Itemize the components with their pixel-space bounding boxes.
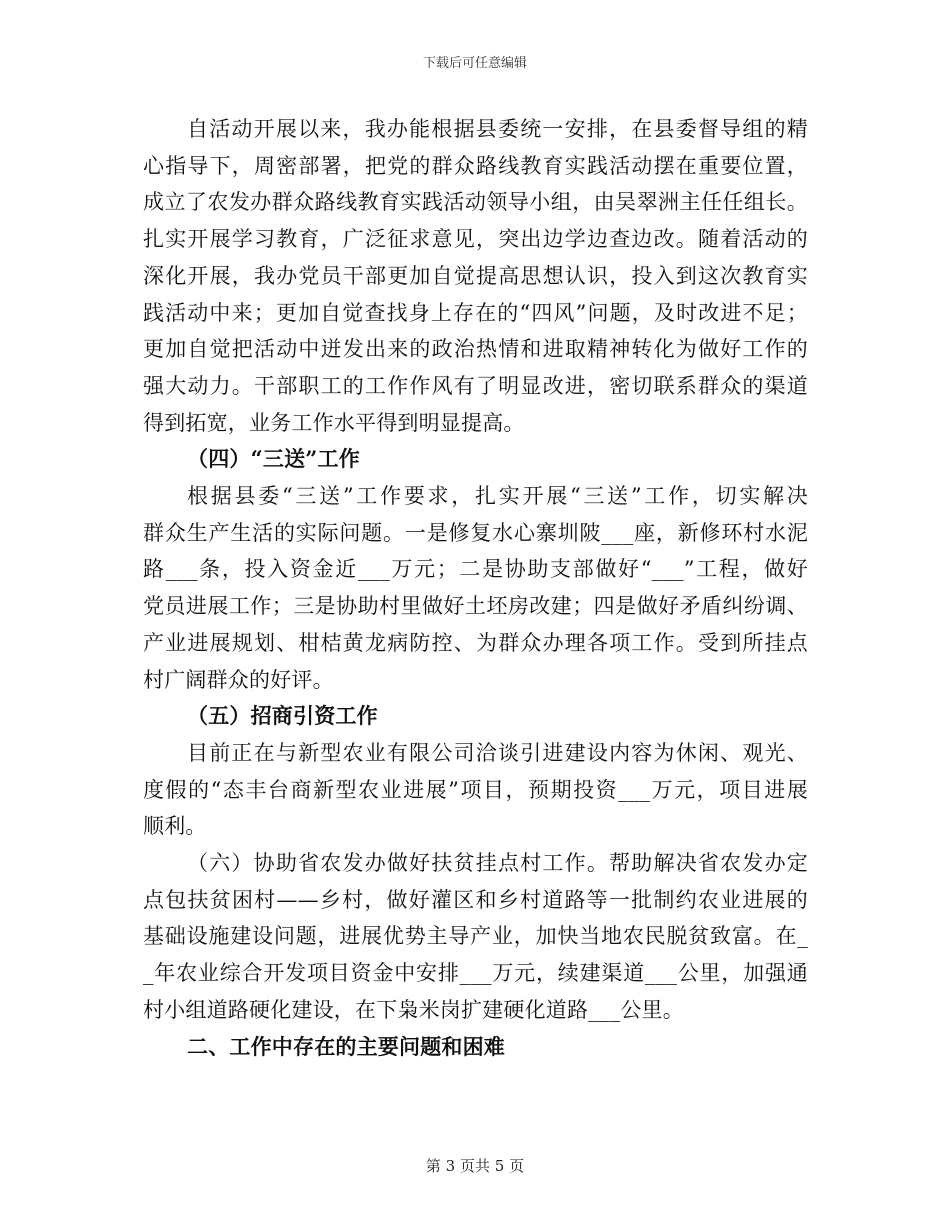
section-heading-two: 二、工作中存在的主要问题和困难 <box>187 1033 505 1059</box>
paragraph-line: 根据县委“三送”工作要求，扎实开展“三送”工作，切实解决 <box>187 484 808 509</box>
paragraph-line: 目前正在与新型农业有限公司洽谈引进建设内容为休闲、观光、 <box>187 740 808 765</box>
paragraph-line: 村广阔群众的好评。 <box>143 667 334 692</box>
paragraph-investment <box>143 735 808 845</box>
paragraph-line: 产业进展规划、柑桔黄龙病防控、为群众办理各项工作。受到所挂点 <box>143 630 808 655</box>
paragraph-line: 得到拓宽，业务工作水平得到明显提高。 <box>143 410 525 435</box>
paragraph-line: 群众生产生活的实际问题。一是修复水心寨圳陂___座，新修环村水泥 <box>143 520 808 545</box>
section-heading-four: （四）“三送”工作 <box>187 446 360 472</box>
paragraph-line: 度假的“态丰台商新型农业进展”项目，预期投资___万元，项目进展 <box>143 777 808 802</box>
paragraph-line: 践活动中来；更加自觉查找身上存在的“四风”问题，及时改进不足； <box>143 300 808 325</box>
paragraph-three-send <box>143 478 808 698</box>
paragraph-line: 顺利。 <box>143 814 207 839</box>
paragraph-poverty-relief <box>143 845 808 1029</box>
paragraph-line: 自活动开展以来，我办能根据县委统一安排，在县委督导组的精 <box>187 117 808 141</box>
paragraph-line: 强大动力。干部职工的工作作风有了明显改进，密切联系群众的渠道 <box>143 373 808 398</box>
section-heading-five: （五）招商引资工作 <box>187 703 378 729</box>
paragraph-line: 心指导下，周密部署，把党的群众路线教育实践活动摆在重要位置， <box>143 153 808 178</box>
paragraph-line: 路___条，投入资金近___万元；二是协助支部做好“___”工程，做好 <box>143 557 808 582</box>
paragraph-line: 更加自觉把活动中迸发出来的政治热情和进取精神转化为做好工作的 <box>143 337 808 362</box>
paragraph-line: 扎实开展学习教育，广泛征求意见，突出边学边查边改。随着活动的 <box>143 227 808 252</box>
page-header: 下载后可任意编辑 <box>422 56 527 71</box>
paragraph-line: 基础设施建设问题，进展优势主导产业，加快当地农民脱贫致富。在_ <box>143 924 808 949</box>
paragraph-line: 村小组道路硬化建设，在下枭米岗扩建硬化道路___公里。 <box>143 997 684 1022</box>
paragraph-line: 深化开展，我办党员干部更加自觉提高思想认识，投入到这次教育实 <box>143 263 808 288</box>
paragraph-line: 点包扶贫困村——乡村，做好灌区和乡村道路等一批制约农业进展的 <box>143 887 808 912</box>
document-body <box>143 111 808 1065</box>
page-footer: 第 3 页共 5 页 <box>425 1157 525 1175</box>
paragraph-activity <box>143 111 808 441</box>
paragraph-line: 党员进展工作；三是协助村里做好土坯房改建；四是做好矛盾纠纷调、 <box>143 594 808 619</box>
paragraph-line: 成立了农发办群众路线教育实践活动领导小组，由吴翠洲主任任组长。 <box>143 190 808 215</box>
paragraph-line: （六）协助省农发办做好扶贫挂点村工作。帮助解决省农发办定 <box>187 851 808 876</box>
paragraph-line: _年农业综合开发项目资金中安排___万元，续建渠道___公里，加强通 <box>143 961 808 986</box>
